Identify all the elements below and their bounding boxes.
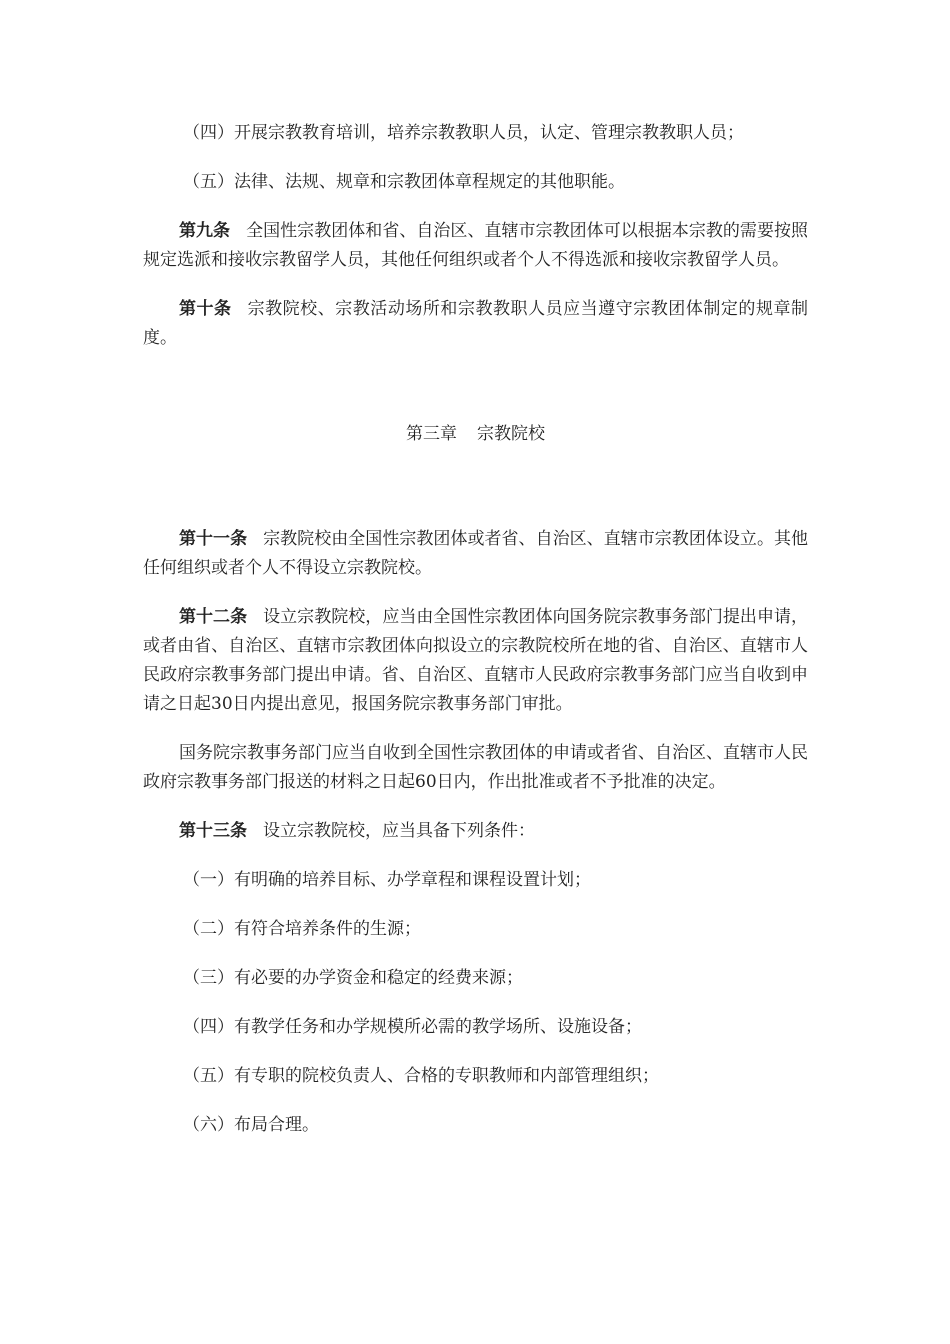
article-text: 设立宗教院校，应当具备下列条件： (263, 821, 535, 841)
article-11 (143, 525, 808, 583)
list-item: （五）有专职的院校负责人、合格的专职教师和内部管理组织； (183, 1066, 659, 1086)
document-body (143, 119, 808, 1160)
list-item: （六）布局合理。 (183, 1115, 319, 1135)
article-label: 第九条 (179, 221, 231, 241)
list-item: （三）有必要的办学资金和稳定的经费来源； (183, 968, 523, 988)
article-13 (143, 817, 808, 846)
article-text: 设立宗教院校，应当由全国性宗教团体向国务院宗教事务部门提出申请，或者由省、自治区、直辖市宗教团体向拟设立的宗教院校所在地的省、自治区、直辖市人民政府宗教事务部门提出申请。省、自治区、直辖市人民政府宗教事务部门应当自收到申请之日起30日内提出意见，报国务院宗教事务部门审批。 (143, 607, 809, 714)
article-label: 第十条 (179, 299, 232, 319)
list-item: （一）有明确的培养目标、办学章程和课程设置计划； (183, 870, 591, 890)
list-item: （五）法律、法规、规章和宗教团体章程规定的其他职能。 (183, 172, 625, 192)
article-text: 全国性宗教团体和省、自治区、直辖市宗教团体可以根据本宗教的需要按照规定选派和接收宗教留学人员，其他任何组织或者个人不得选派和接收宗教留学人员。 (143, 221, 809, 270)
chapter-title: 宗教院校 (477, 424, 545, 444)
article-text: 宗教院校、宗教活动场所和宗教教职人员应当遵守宗教团体制定的规章制度。 (143, 299, 809, 348)
article-label: 第十一条 (179, 529, 248, 549)
paragraph: 国务院宗教事务部门应当自收到全国性宗教团体的申请或者省、自治区、直辖市人民政府宗教事务部门报送的材料之日起60日内，作出批准或者不予批准的决定。 (143, 743, 808, 792)
chapter-number: 第三章 (406, 424, 457, 444)
article-label: 第十二条 (179, 607, 248, 627)
chapter-heading (143, 420, 808, 449)
article-10 (143, 295, 808, 353)
list-item: （四）开展宗教教育培训，培养宗教教职人员，认定、管理宗教教职人员； (183, 123, 744, 143)
article-label: 第十三条 (179, 821, 247, 841)
list-item: （四）有教学任务和办学规模所必需的教学场所、设施设备； (183, 1017, 642, 1037)
article-text: 宗教院校由全国性宗教团体或者省、自治区、直辖市宗教团体设立。其他任何组织或者个人不得设立宗教院校。 (143, 529, 809, 578)
article-12 (143, 603, 808, 719)
article-9 (143, 217, 808, 275)
list-item: （二）有符合培养条件的生源； (183, 919, 421, 939)
